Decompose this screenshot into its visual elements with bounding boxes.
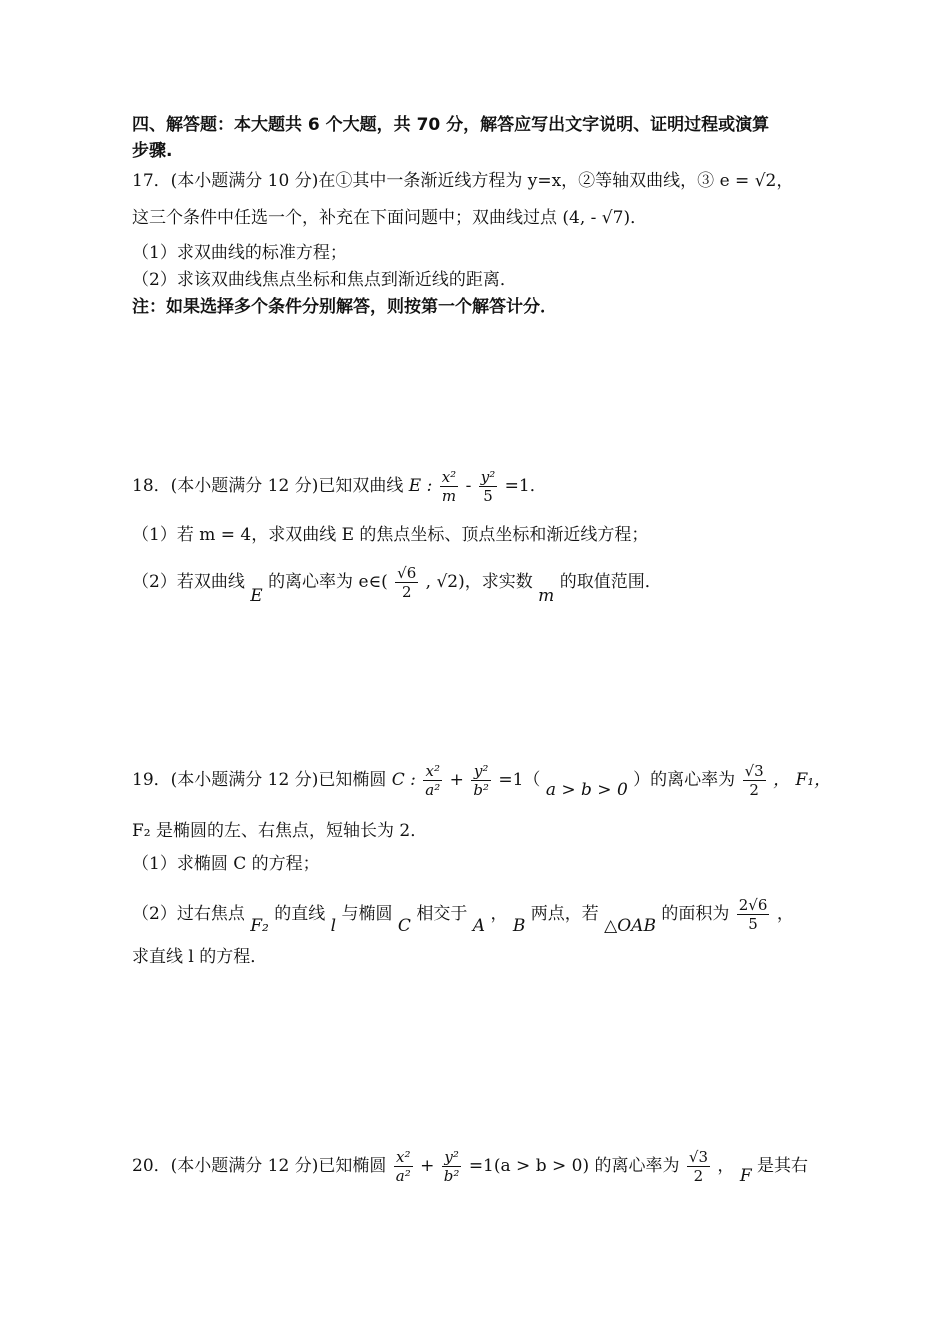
q18-part1: （1）若 m = 4，求双曲线 E 的焦点坐标、顶点坐标和渐近线方程； [132, 525, 649, 545]
q19-part2-b: 的直线 [274, 904, 326, 924]
q20-suffix: 的离心率为 [594, 1156, 680, 1176]
q20-ecc-den: 2 [693, 1167, 704, 1185]
q19-part2-c: 与椭圆 [341, 904, 393, 924]
q19-part2 [132, 888, 794, 940]
q18-prefix: 18．(本小题满分 12 分)已知双曲线 [132, 476, 404, 496]
q19-suffix: ）的离心率为 [633, 770, 736, 790]
q19-frac-x [423, 762, 442, 799]
q19-part2-a: （2）过右焦点 [132, 904, 245, 924]
q17-note: 注：如果选择多个条件分别解答，则按第一个解答计分． [132, 297, 557, 317]
q19-ecc-den: 2 [749, 781, 759, 799]
q19-area [737, 896, 770, 933]
section-heading-line2: 步骤. [132, 141, 173, 161]
q20-frac2-den: b² [443, 1167, 460, 1185]
q19-part2-h: ， [776, 904, 794, 924]
q18-frac1-num: x² [441, 468, 457, 486]
q20-frac-y [442, 1148, 462, 1185]
q20-tail: 是其右 [757, 1156, 809, 1176]
q19-prefix: 19．(本小题满分 12 分)已知椭圆 [132, 770, 387, 790]
q18-part2-b: 的离心率为 e∈( [268, 572, 388, 592]
q19-frac1-den: a² [425, 781, 441, 799]
q18-part2-c: , √2)，求实数 [425, 572, 533, 592]
q17-part2: （2）求该双曲线焦点坐标和焦点到渐近线的距离． [132, 270, 517, 290]
q19-eq-right: =1（ [498, 770, 541, 790]
q18-part2-a: （2）若双曲线 [132, 572, 245, 592]
q20-ecc-num: √3 [688, 1148, 708, 1166]
q19-part2-g: 的面积为 [661, 904, 730, 924]
q17-stem-line1: 17．(本小题满分 10 分)在①其中一条渐近线方程为 y=x，②等轴双曲线，③ e = √2， [132, 171, 794, 191]
q19-part2-C: C [397, 916, 411, 936]
q18-part2-frac [395, 564, 418, 601]
q19-cond: a > b > 0 [545, 780, 628, 800]
q18-part2-E: E [250, 586, 263, 606]
q19-eq-left: C : [391, 770, 416, 790]
q19-part2-B: B [512, 916, 526, 936]
q18-part2-frac-num: √6 [397, 564, 417, 582]
q18-stem [132, 462, 547, 510]
q18-frac-x [440, 468, 458, 505]
q19-frac2-den: b² [473, 781, 489, 799]
q18-part2 [132, 556, 662, 608]
q20-stem [132, 1142, 808, 1190]
q19-part2-A: A [472, 916, 486, 936]
q19-ecc-num: √3 [744, 762, 764, 780]
q20-F: F [739, 1166, 752, 1186]
q19-part2-d: 相交于 [416, 904, 468, 924]
q19-part2-e: ， [490, 904, 508, 924]
q18-minus: - [465, 476, 472, 496]
q19-ecc [743, 762, 766, 799]
q17-part1: （1）求双曲线的标准方程； [132, 243, 347, 263]
q19-part2-tri: △OAB [604, 916, 656, 936]
q20-frac2-num: y² [442, 1148, 462, 1167]
q18-part2-d: 的取值范围． [559, 572, 662, 592]
q18-frac2-num: y² [480, 468, 496, 486]
section-heading-line1: 四、解答题：本大题共 6 个大题，共 70 分，解答应写出文字说明、证明过程或演算 [132, 115, 770, 135]
q19-part2-F2: F₂ [250, 916, 269, 936]
q18-frac-y [479, 468, 498, 505]
q17-stem-line2: 这三个条件中任选一个，补充在下面问题中；双曲线过点 (4, - √7)． [132, 208, 648, 228]
q18-eq-left: E : [408, 476, 433, 496]
q19-area-num: 2√6 [738, 896, 768, 914]
q19-frac-y [471, 762, 491, 799]
q19-line2: F₂ 是椭圆的左、右焦点，短轴长为 2． [132, 821, 428, 841]
q19-area-den: 5 [748, 915, 758, 933]
q19-stem [132, 756, 831, 804]
q20-prefix: 20．(本小题满分 12 分)已知椭圆 [132, 1156, 387, 1176]
q19-part2-l: l [330, 916, 337, 936]
q18-eq-right: =1． [504, 476, 547, 496]
q20-plus: + [420, 1156, 435, 1176]
q19-f1: ， F₁， [773, 770, 832, 790]
q20-frac-x [394, 1148, 413, 1185]
q19-frac2-num: y² [471, 762, 491, 781]
q18-frac2-den: 5 [483, 487, 493, 505]
q18-part2-frac-den: 2 [401, 583, 412, 601]
q20-eq-right: =1(a > b > 0) [468, 1156, 590, 1176]
q19-plus: + [449, 770, 464, 790]
q20-frac1-den: a² [395, 1167, 411, 1185]
q20-frac1-num: x² [394, 1148, 413, 1167]
q19-line-last: 求直线 l 的方程． [132, 947, 268, 967]
q20-comma: ， [717, 1156, 735, 1176]
q20-ecc [687, 1148, 710, 1185]
q18-part2-m: m [538, 586, 555, 606]
q18-frac1-den: m [441, 487, 457, 505]
q19-frac1-num: x² [423, 762, 442, 781]
q19-part1: （1）求椭圆 C 的方程； [132, 854, 320, 874]
q19-part2-f: 两点，若 [530, 904, 599, 924]
